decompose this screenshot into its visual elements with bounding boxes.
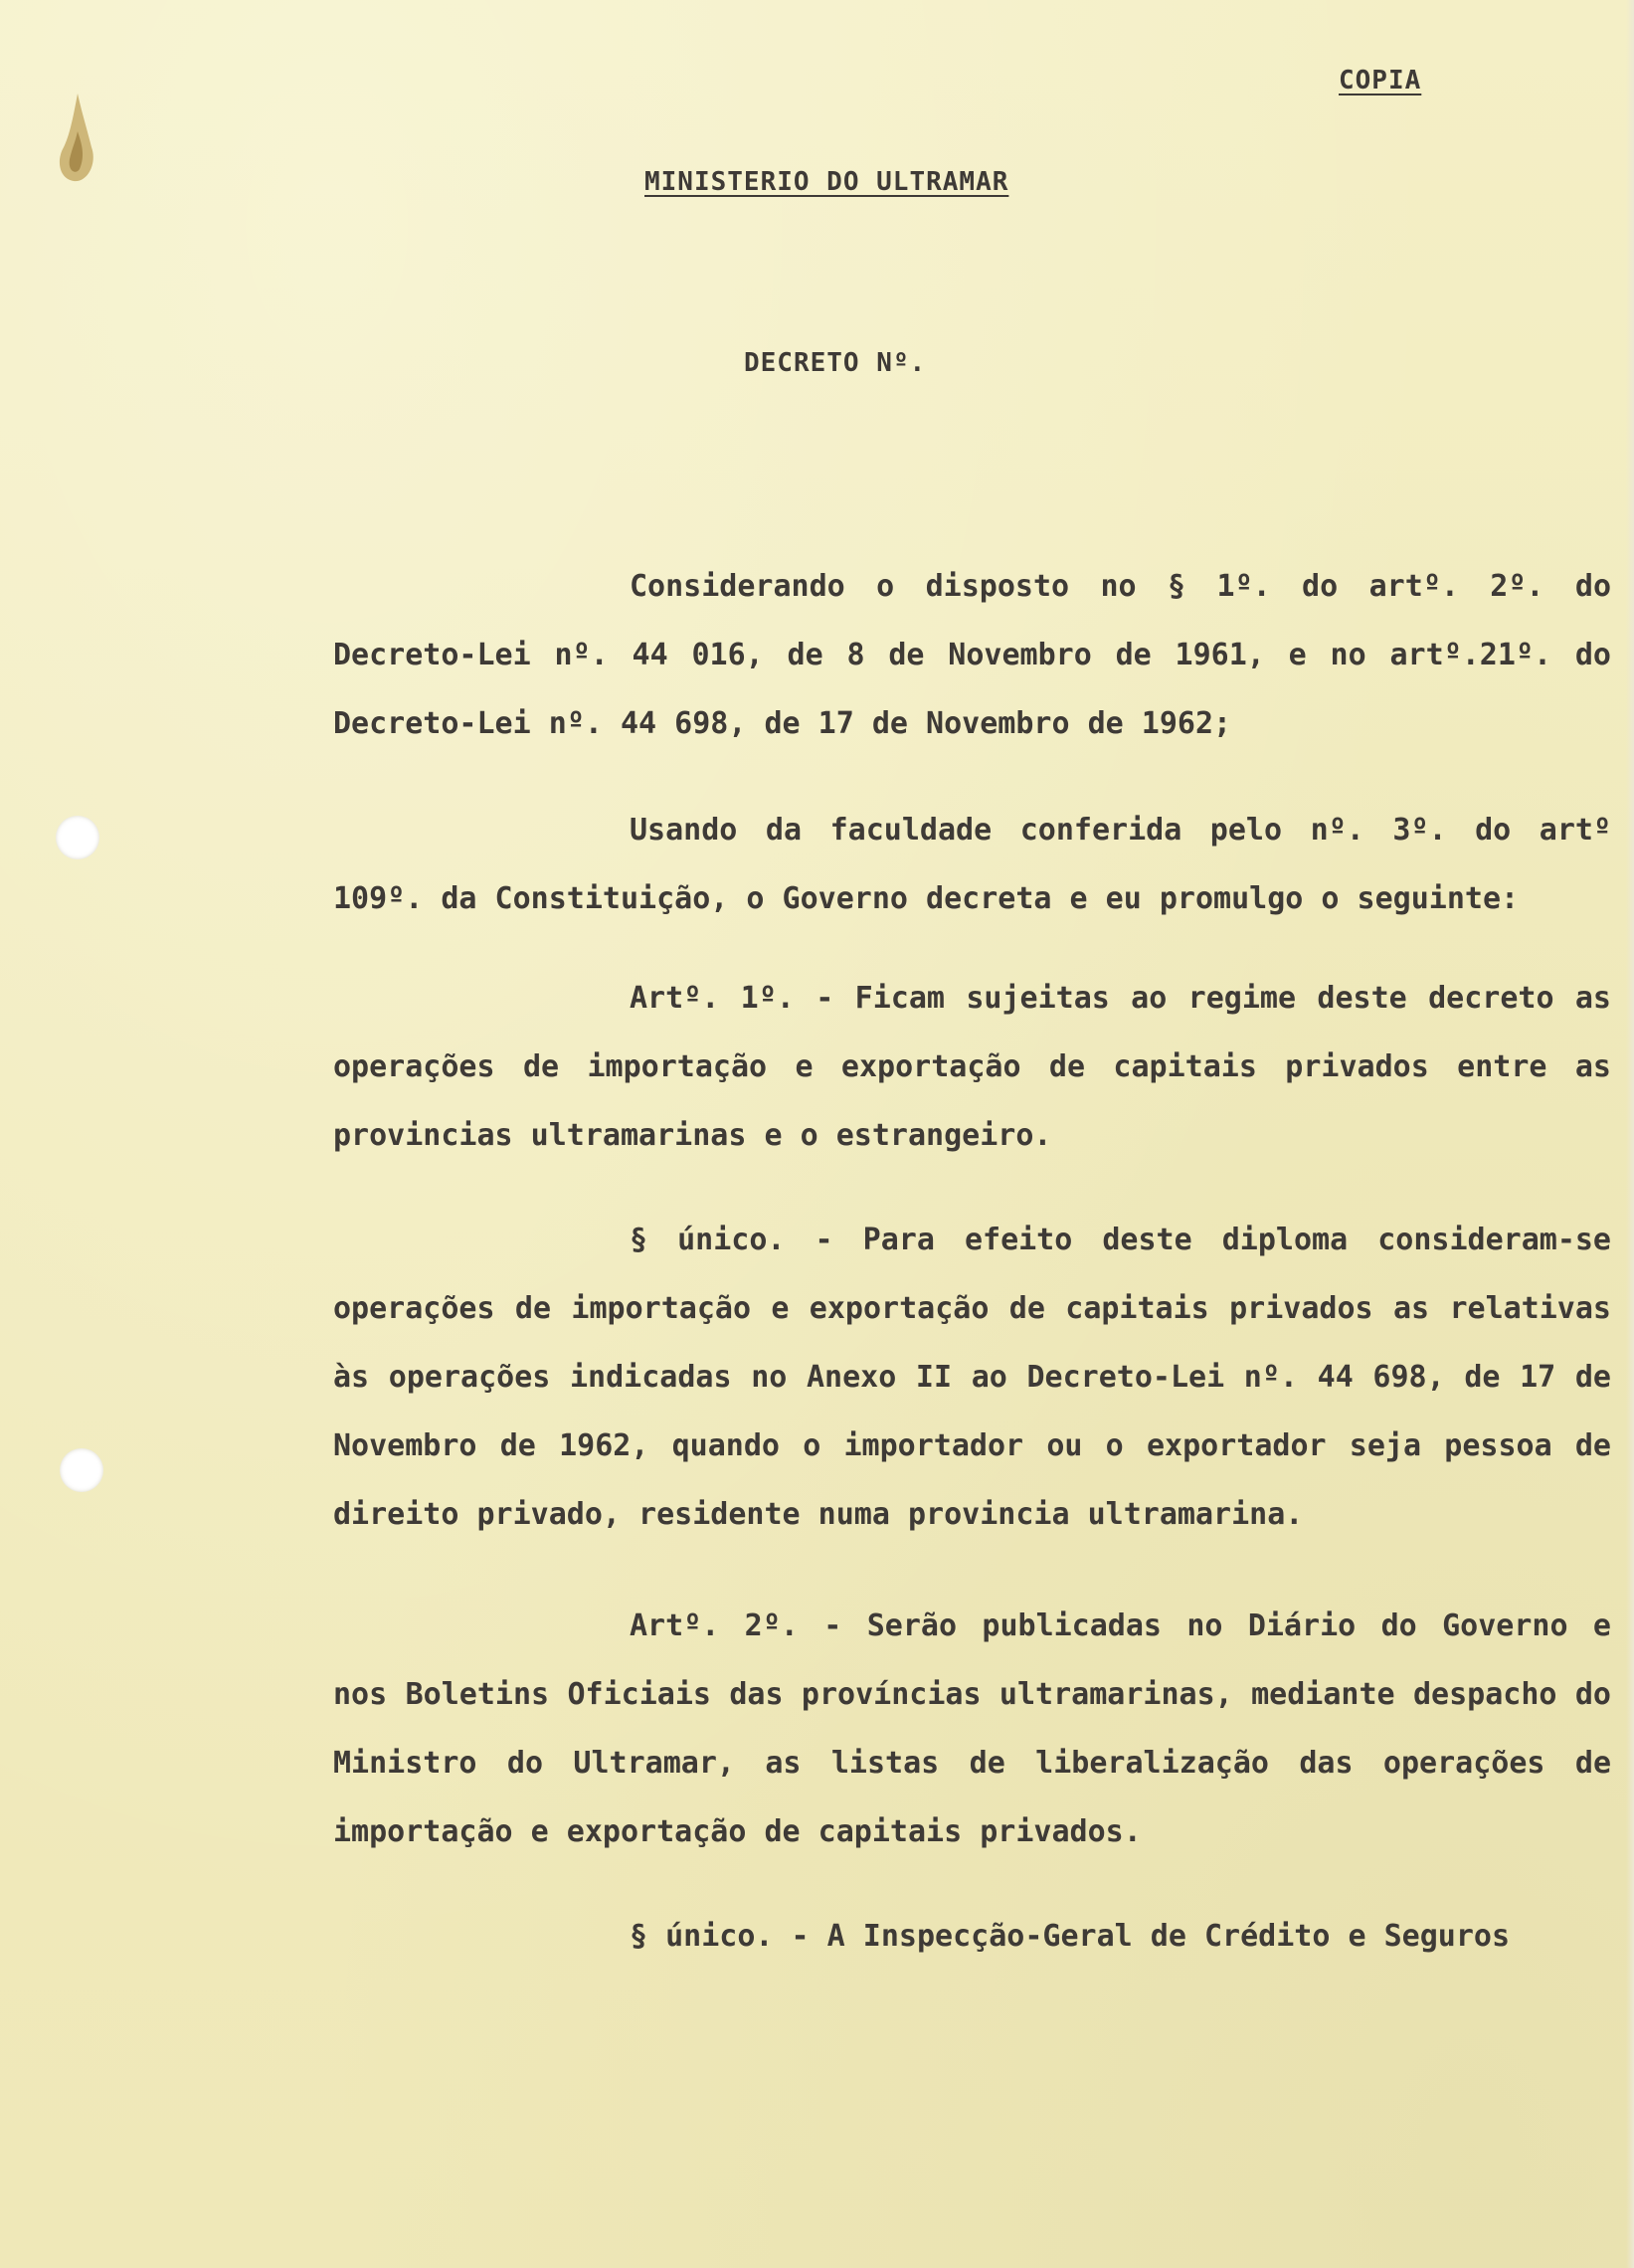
paragraph-considerando: Considerando o disposto no § 1º. do artº. 2º. do Decreto-Lei nº. 44 016, de 8 de Novembro de 1961, e no artº.21º. do Decreto-Lei nº. 44 698, de 17 de Novembro de 1962; bbox=[333, 569, 1611, 741]
article-2-single-paragraph: § único. - A Inspecção-Geral de Crédito e Seguros bbox=[630, 1919, 1511, 1954]
decree-title: DECRETO Nº. bbox=[744, 348, 927, 378]
paragraph-usando: Usando da faculdade conferida pelo nº. 3º. do artº 109º. da Constituição, o Governo decreta e eu promulgo o seguinte: bbox=[333, 813, 1611, 916]
punch-hole bbox=[60, 1448, 103, 1492]
article-1-single-paragraph: § único. - Para efeito deste diploma consideram-se operações de importação e exportação de capitais privados as relativas às operações indicadas no Anexo II ao Decreto-Lei nº. 44 698, de 17 de Novembro de 1962, quando o importador ou o exportador seja pessoa de direito privado, residente numa provincia ultramarina. bbox=[333, 1223, 1611, 1532]
punch-hole bbox=[56, 816, 99, 859]
article-1: Artº. 1º. - Ficam sujeitas ao regime deste decreto as operações de importação e exportação de capitais privados entre as provincias ultramarinas e o estrangeiro. bbox=[333, 981, 1611, 1153]
copy-mark: COPIA bbox=[1339, 66, 1422, 95]
page-edge bbox=[1626, 0, 1634, 2268]
rust-stain bbox=[48, 92, 107, 191]
decree-body bbox=[333, 552, 1611, 1971]
ministry-title: MINISTERIO DO ULTRAMAR bbox=[644, 167, 1009, 197]
article-2: Artº. 2º. - Serão publicadas no Diário do Governo e nos Boletins Oficiais das províncias ultramarinas, mediante despacho do Ministro do Ultramar, as listas de liberalização das operações de importação e exportação de capitais privados. bbox=[333, 1608, 1611, 1849]
